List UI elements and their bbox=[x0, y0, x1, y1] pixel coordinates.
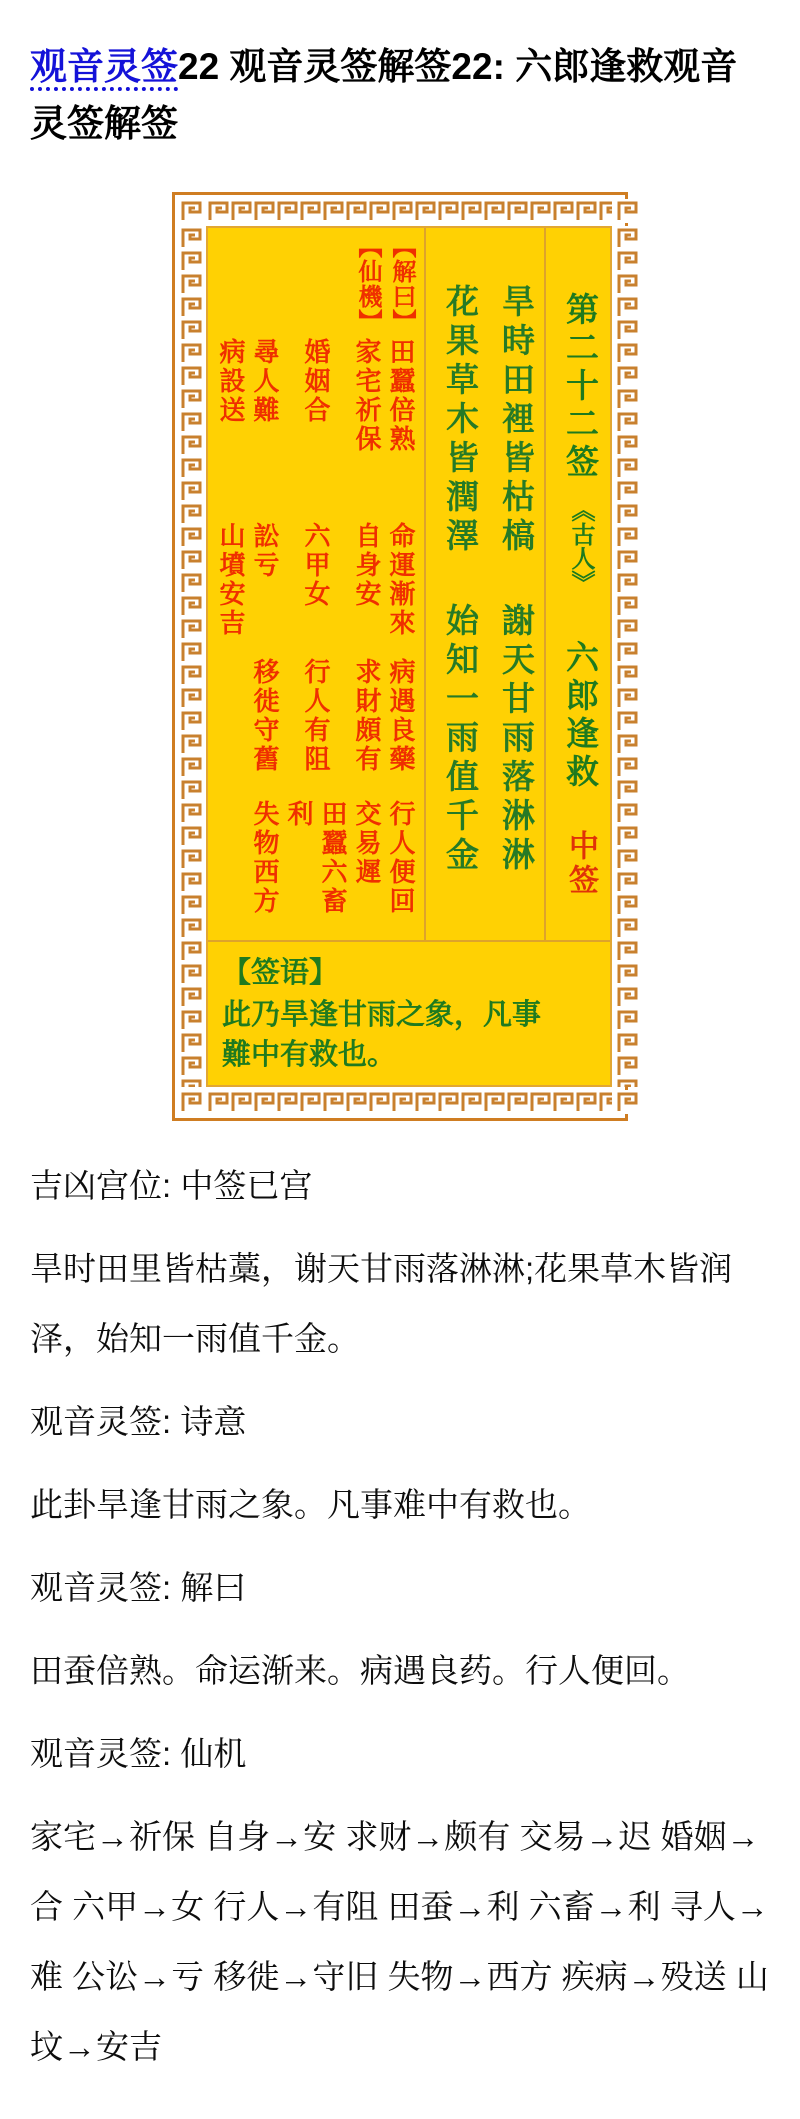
poem-panel bbox=[424, 228, 546, 940]
article-body bbox=[30, 1151, 770, 2082]
paragraph-jieyue: 田蚕倍熟。命运渐来。病遇良药。行人便回。 bbox=[30, 1652, 690, 1689]
poem-line-1 bbox=[488, 284, 544, 940]
paragraph-xianji-heading: 观音灵签: 仙机 bbox=[30, 1735, 247, 1772]
jieyue-cell: 病遇良藥 bbox=[386, 658, 416, 774]
xianji-cell: 家宅祈保 bbox=[352, 338, 382, 454]
sign-number: 第二十二签 bbox=[562, 292, 599, 482]
sign-number-panel bbox=[546, 228, 610, 940]
xianji-cell: 自身安 bbox=[352, 522, 382, 609]
meander-border-corner-tr bbox=[615, 199, 639, 223]
jieyue-cell: 行人便回 bbox=[386, 800, 416, 916]
paragraph-gongwei: 吉凶宫位: 中签已宫 bbox=[30, 1167, 313, 1204]
poem-line-2 bbox=[432, 284, 488, 940]
meander-border-corner-br bbox=[615, 1090, 639, 1114]
page-title bbox=[30, 38, 770, 152]
xianji-cell: 尋人難 bbox=[250, 338, 280, 425]
page-title-rest: 22 观音灵签解签22: 六郎逢救观音灵签解签 bbox=[30, 46, 738, 144]
guren-label: 《古人》 bbox=[567, 498, 594, 594]
card-frame bbox=[172, 192, 628, 1121]
xianji-cell: 婚姻合 bbox=[301, 338, 331, 425]
fortune-card bbox=[172, 192, 628, 1121]
qianyu-section bbox=[208, 940, 610, 1085]
poem-phrase: 旱時田裡皆枯槁 bbox=[498, 284, 535, 557]
xianji-cell: 交易遲 bbox=[352, 800, 382, 887]
jieyue-cell: 田蠶倍熟 bbox=[386, 338, 416, 454]
guanyin-lingqian-link[interactable]: 观音灵签 bbox=[30, 46, 178, 91]
sign-grade: 中签 bbox=[564, 830, 597, 898]
meander-border-corner-bl bbox=[179, 1090, 203, 1114]
paragraph-shiyi: 此卦旱逢甘雨之象。凡事难中有救也。 bbox=[30, 1486, 591, 1523]
meander-border-right bbox=[615, 226, 639, 1087]
meander-border-bottom bbox=[206, 1090, 612, 1114]
paragraph-jieyue-heading: 观音灵签: 解曰 bbox=[30, 1569, 247, 1606]
meander-border-top bbox=[206, 199, 612, 223]
xianji-cell: 行人有阻 bbox=[301, 658, 331, 774]
jieyue-header: 【解曰】 bbox=[388, 234, 415, 334]
xianji-cell: 六甲女 bbox=[301, 522, 331, 609]
xianji-cell: 病設送 bbox=[216, 338, 246, 425]
paragraph-xianji: 家宅→祈保 自身→安 求财→颇有 交易→迟 婚姻→合 六甲→女 行人→有阻 田蚕→利 六畜→利 寻人→难 公讼→亏 移徙→守旧 失物→西方 疾病→殁送 山坟→安吉 bbox=[30, 1818, 769, 2065]
meander-border-left bbox=[179, 226, 203, 1087]
qianyu-text: 此乃旱逢甘雨之象，凡事難中有救也。 bbox=[222, 999, 542, 1071]
story-title: 六郎逢救 bbox=[562, 640, 599, 792]
poem-phrase: 謝天甘雨落淋淋 bbox=[498, 603, 535, 876]
xianji-header: 【仙機】 bbox=[354, 234, 381, 334]
jieyue-cell: 命運漸來 bbox=[386, 522, 416, 638]
qianyu-header: 【签语】 bbox=[222, 957, 339, 989]
xianji-cell: 失物西方 bbox=[250, 800, 280, 916]
xianji-cell: 訟亏 bbox=[250, 522, 280, 580]
xianji-cell: 山墳安吉 bbox=[216, 522, 246, 638]
card-body bbox=[206, 226, 612, 1087]
poem-phrase: 始知一雨值千金 bbox=[442, 603, 479, 876]
poem-phrase: 花果草木皆潤澤 bbox=[442, 284, 479, 557]
jieyue-xianji-panel bbox=[208, 228, 424, 940]
paragraph-shiyi-heading: 观音灵签: 诗意 bbox=[30, 1403, 247, 1440]
xianji-cell: 田蠶六畜利 bbox=[284, 800, 348, 916]
xianji-cell: 求財頗有 bbox=[352, 658, 382, 774]
meander-border-corner-tl bbox=[179, 199, 203, 223]
paragraph-poem: 旱时田里皆枯藁，谢天甘雨落淋淋;花果草木皆润泽，始知一雨值千金。 bbox=[30, 1250, 733, 1357]
xianji-cell: 移徙守舊 bbox=[250, 658, 280, 774]
